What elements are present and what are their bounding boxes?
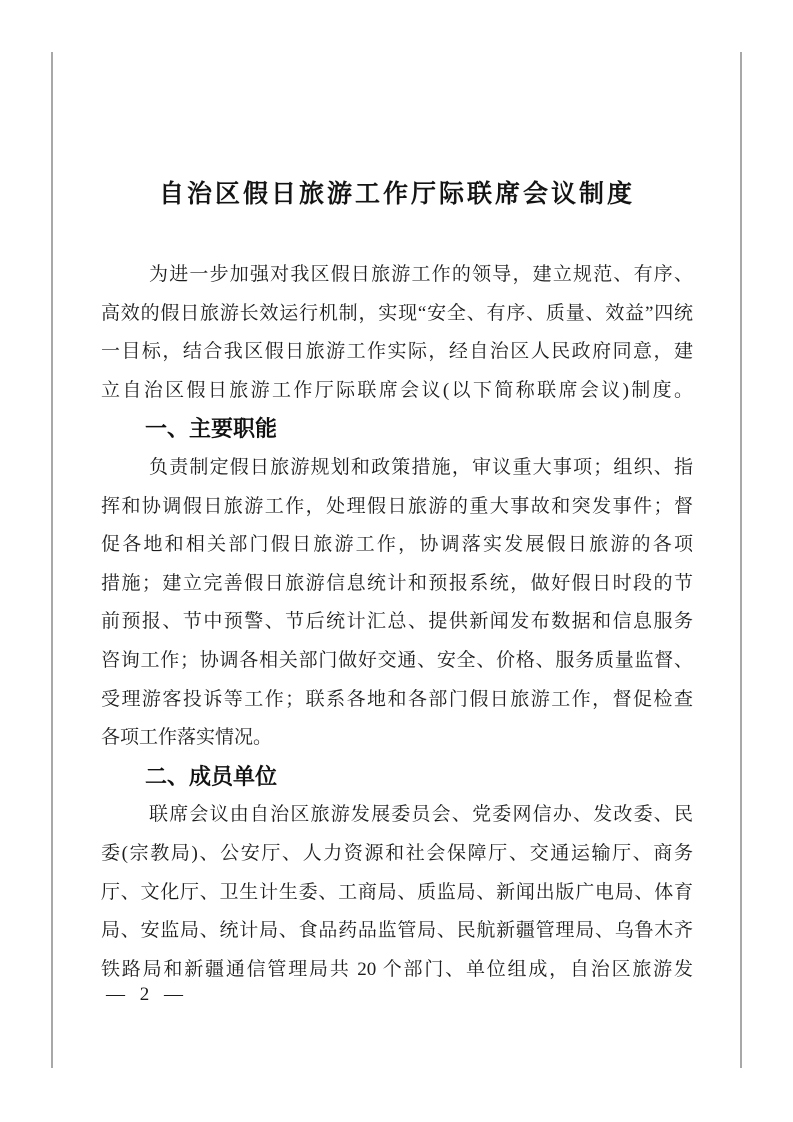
document-line: 措施；建立完善假日旅游信息统计和预报系统，做好假日时段的节	[101, 572, 693, 594]
document-line: 挥和协调假日旅游工作，处理假日旅游的重大事故和突发事件；督	[101, 495, 693, 517]
document-line: 局、安监局、统计局、食品药品监管局、民航新疆管理局、乌鲁木齐	[101, 920, 693, 942]
section-heading: 一、主要职能	[145, 416, 278, 442]
document-line: 联席会议由自治区旅游发展委员会、党委网信办、发改委、民	[149, 804, 693, 826]
document-line: 委(宗教局)、公安厅、人力资源和社会保障厅、交通运输厅、商务	[101, 842, 693, 864]
document-line: 促各地和相关部门假日旅游工作，协调落实发展假日旅游的各项	[101, 534, 693, 556]
document-line: 一目标，结合我区假日旅游工作实际，经自治区人民政府同意，建	[101, 341, 693, 363]
document-line: 立自治区假日旅游工作厅际联席会议(以下简称联席会议)制度。	[101, 379, 693, 401]
document-body	[101, 256, 693, 989]
document-line: 咨询工作；协调各相关部门做好交通、安全、价格、服务质量监督、	[101, 649, 693, 671]
document-line: 厅、文化厅、卫生计生委、工商局、质监局、新闻出版广电局、体育	[101, 881, 693, 903]
document-title: 自治区假日旅游工作厅际联席会议制度	[158, 181, 635, 208]
document-line: 高效的假日旅游长效运行机制，实现“安全、有序、质量、效益”四统	[101, 302, 693, 324]
document-line: 受理游客投诉等工作；联系各地和各部门假日旅游工作，督促检查	[101, 688, 693, 710]
page-edge-right-line	[740, 52, 742, 1068]
document-line: 前预报、节中预警、节后统计汇总、提供新闻发布数据和信息服务	[101, 611, 693, 633]
document-line: 各项工作落实情况。	[101, 727, 273, 749]
document-line: 为进一步加强对我区假日旅游工作的领导，建立规范、有序、	[149, 264, 693, 285]
page-number: — 2 —	[106, 984, 188, 1005]
document-line: 铁路局和新疆通信管理局共 20 个部门、单位组成，自治区旅游发	[101, 958, 693, 980]
document-line: 负责制定假日旅游规划和政策措施，审议重大事项；组织、指	[149, 456, 693, 478]
section-heading: 二、成员单位	[145, 763, 278, 789]
page-edge-left-line	[51, 52, 53, 1068]
